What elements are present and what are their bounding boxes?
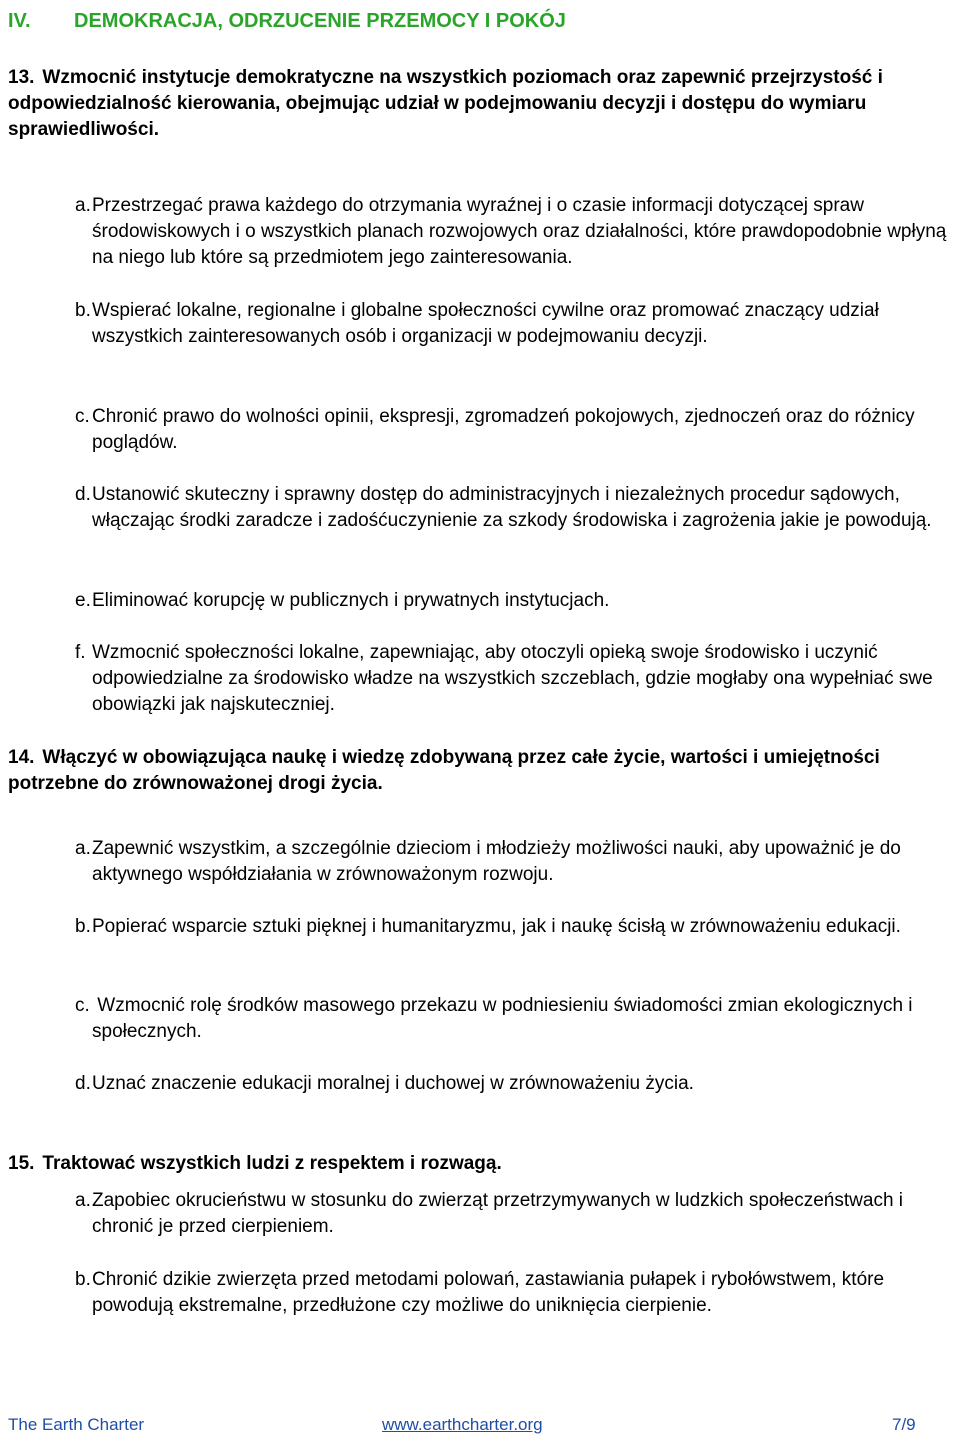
principle-13-item-b [75,298,957,350]
principle-14-item-b [75,914,957,940]
item-letter: e. [75,590,91,611]
principle-14-item-c [75,993,957,1045]
principle-text: Włączyć w obowiązująca naukę i wiedzę zdobywaną przez całe życie, wartości i umiejętności potrzebne do zrównoważonej drogi życia. [8,747,880,794]
item-letter: a. [75,1190,91,1211]
item-letter: b. [75,1269,91,1290]
section-title: DEMOKRACJA, ODRZUCENIE PRZEMOCY I POKÓJ [74,10,566,32]
item-text: Chronić prawo do wolności opinii, ekspresji, zgromadzeń pokojowych, zjednoczeń oraz do różnicy poglądów. [92,406,915,453]
footer-website-link[interactable]: www.earthcharter.org [382,1415,543,1434]
item-text: Popierać wsparcie sztuki pięknej i humanitaryzmu, jak i naukę ścisłą w zrównoważeniu edukacji. [92,916,901,937]
section-heading [8,8,566,34]
principle-number: 14. [8,747,35,768]
item-letter: a. [75,838,91,859]
principle-text: Traktować wszystkich ludzi z respektem i rozwagą. [42,1153,502,1174]
principle-text: Wzmocnić instytucje demokratyczne na wszystkich poziomach oraz zapewnić przejrzystość i odpowiedzialność kierowania, obejmując udział w podejmowaniu decyzji i dostępu do wymiaru sprawiedliwości. [8,67,883,140]
principle-13-item-c [75,404,957,456]
item-text: Wspierać lokalne, regionalne i globalne społeczności cywilne oraz promować znaczący udział wszystkich zainteresowanych osób i organizacji w podejmowaniu decyzji. [92,300,879,347]
principle-15-item-a [75,1188,957,1240]
item-letter: c. [75,995,90,1016]
item-text: Zapewnić wszystkim, a szczególnie dzieciom i młodzieży możliwości nauki, aby upoważnić je do aktywnego współdziałania w zrównoważonym rozwoju. [92,838,901,885]
item-letter: b. [75,916,91,937]
principle-13-item-e [75,588,957,614]
footer-title: The Earth Charter [8,1415,145,1434]
item-text: Chronić dzikie zwierzęta przed metodami polowań, zastawiania pułapek i rybołówstwem, które powodują ekstremalne, przedłużone czy możliwe do uniknięcia cierpienie. [92,1269,885,1316]
principle-13-item-a [75,193,957,271]
item-text: Ustanowić skuteczny i sprawny dostęp do administracyjnych i niezależnych procedur sądowych, włączając środki zaradcze i zadośćuczynienie za szkody środowiska i zagrożenia jakie je powodują. [92,484,932,531]
principle-15-heading [8,1151,956,1177]
principle-14-heading [8,745,956,797]
page-number: 7/9 [892,1415,916,1434]
item-letter: b. [75,300,91,321]
item-text: Zapobiec okrucieństwu w stosunku do zwierząt przetrzymywanych w ludzkich społeczeństwach i chronić je przed cierpieniem. [92,1190,904,1237]
item-letter: f. [75,642,86,663]
principle-number: 15. [8,1153,35,1174]
item-letter: a. [75,195,91,216]
principle-15-item-b [75,1267,957,1319]
principle-14-item-d [75,1071,957,1097]
item-text: Wzmocnić rolę środków masowego przekazu w podniesieniu świadomości zmian ekologicznych i społecznych. [92,995,913,1042]
item-letter: d. [75,1073,91,1094]
principle-13-item-d [75,482,957,534]
section-number: IV. [8,10,31,32]
item-text: Przestrzegać prawa każdego do otrzymania wyraźnej i o czasie informacji dotyczącej spraw środowiskowych i o wszystkich planach rozwojowych oraz działalności, które prawdopodobnie wpłyną na niego lub które są przedmiotem jego zainteresowania. [92,195,947,268]
item-letter: d. [75,484,91,505]
item-text: Wzmocnić społeczności lokalne, zapewniając, aby otoczyli opieką swoje środowisko i uczynić odpowiedzialne za środowisko władze na wszystkich szczeblach, gdzie mogłaby ona wypełniać swe obowiązki jak najskuteczniej. [92,642,933,715]
principle-13-heading [8,65,956,143]
item-text: Uznać znaczenie edukacji moralnej i duchowej w zrównoważeniu życia. [92,1073,694,1094]
principle-13-item-f [75,640,957,718]
principle-14-item-a [75,836,957,888]
item-text: Eliminować korupcję w publicznych i prywatnych instytucjach. [92,590,610,611]
item-letter: c. [75,406,90,427]
principle-number: 13. [8,67,35,88]
